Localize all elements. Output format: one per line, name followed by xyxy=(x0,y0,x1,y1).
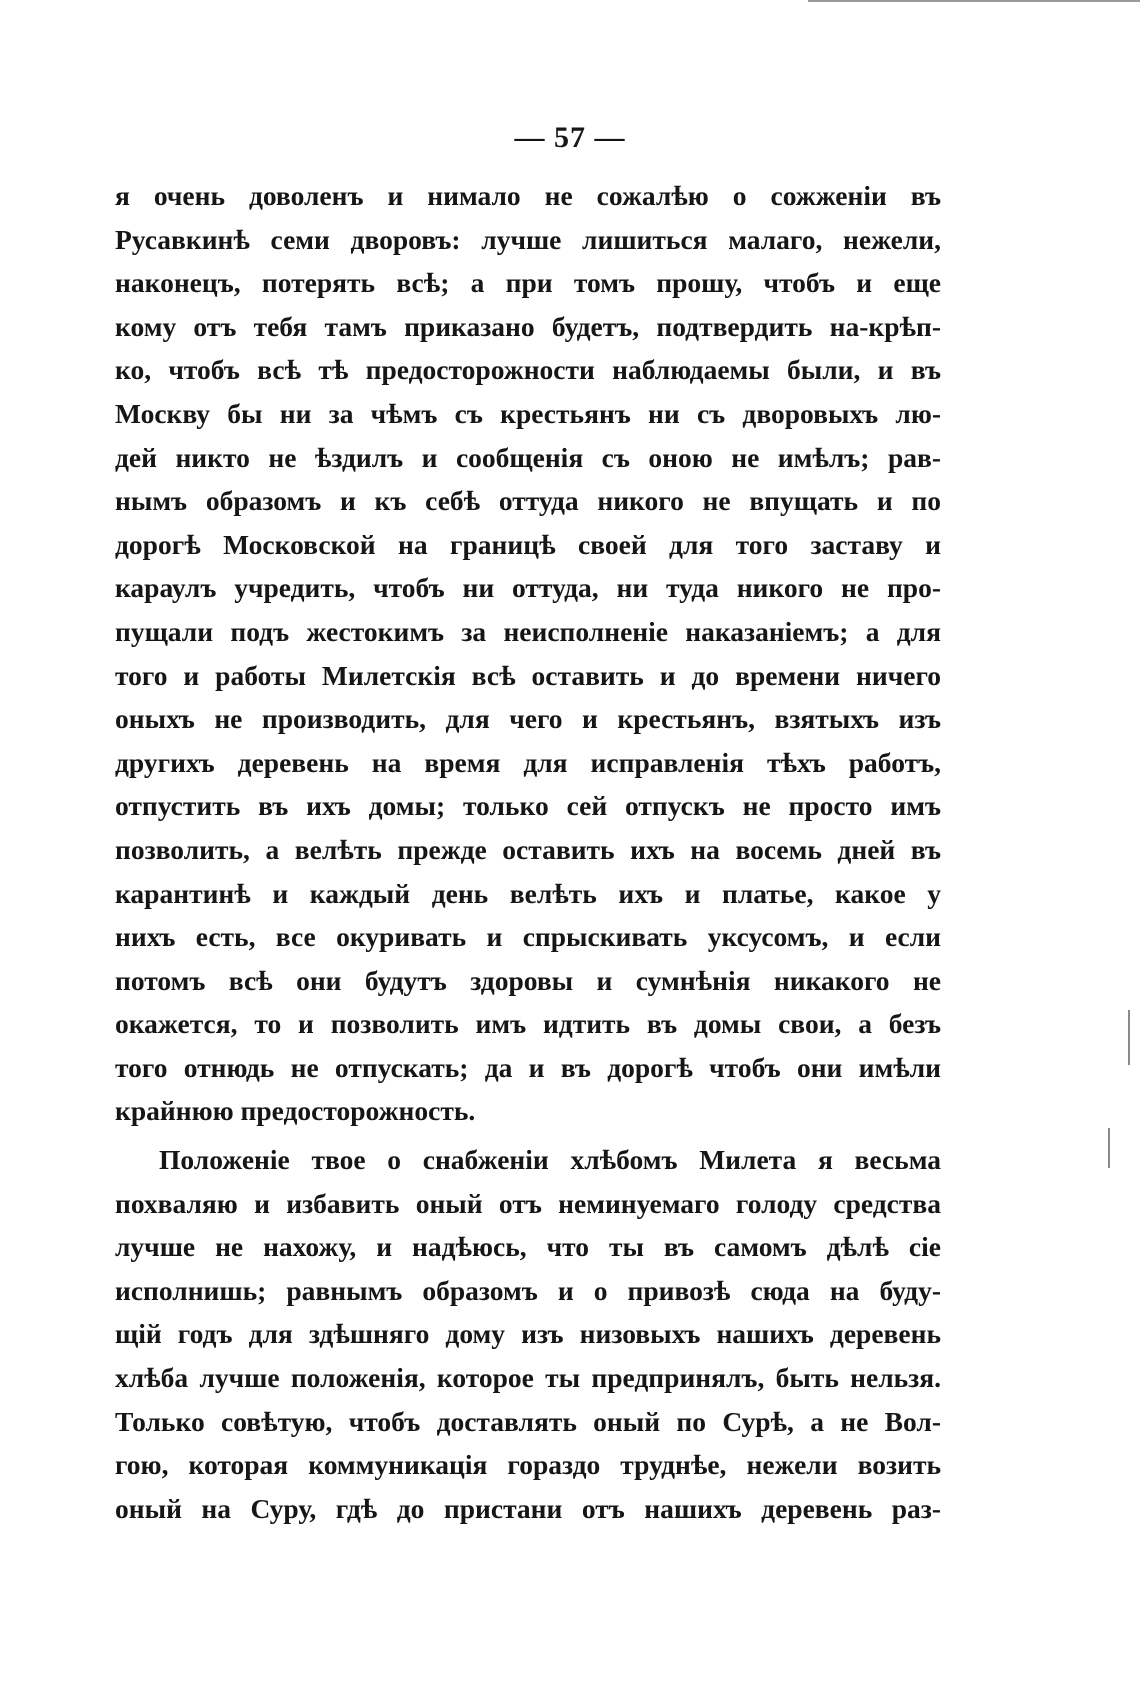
text-line: позволить, а велѣть прежде оставить ихъ на восемь дней въ xyxy=(115,833,941,865)
text-line: крайнюю предосторожность. xyxy=(115,1095,476,1127)
text-line: я очень доволенъ и нимало не сожалѣю о сожженіи въ xyxy=(115,180,941,211)
text-line: Русавкинѣ семи дворовъ: лучше лишиться малаго, нежели, xyxy=(115,223,941,255)
scan-edge-mark xyxy=(1108,1128,1110,1168)
text-line: нымъ образомъ и къ себѣ оттуда никого не впущать и по xyxy=(115,485,941,517)
page-number: — 57 — xyxy=(514,121,626,154)
text-line: хлѣба лучше положенія, которое ты предпринялъ, быть нельзя. xyxy=(115,1362,941,1394)
text-line: того и работы Милетскія всѣ оставить и до времени ничего xyxy=(115,659,941,691)
text-line: исполнишь; равнымъ образомъ и о привозѣ сюда на буду- xyxy=(115,1274,941,1306)
text-line: того отнюдь не отпускать; да и въ дорогѣ чтобъ они имѣли xyxy=(115,1051,941,1083)
text-line: ко, чтобъ всѣ тѣ предосторожности наблюдаемы были, и въ xyxy=(115,354,941,386)
text-line: Положеніе твое о снабженіи хлѣбомъ Милета я весьма xyxy=(159,1144,941,1176)
text-line: оныхъ не производить, для чего и крестьянъ, взятыхъ изъ xyxy=(115,703,941,735)
text-line: гою, которая коммуникація гораздо труднѣе, нежели возить xyxy=(115,1449,941,1481)
text-line: наконецъ, потерять всѣ; а при томъ прошу, чтобъ и еще xyxy=(115,267,941,299)
text-line: дей никто не ѣздилъ и сообщенія съ оною не имѣлъ; рав- xyxy=(115,441,941,473)
paragraph-1 xyxy=(115,174,941,1133)
paragraph-2 xyxy=(115,1138,941,1530)
text-line: Только совѣтую, чтобъ доставлять оный по Сурѣ, а не Вол- xyxy=(115,1405,941,1437)
text-line: похваляю и избавить оный отъ неминуемаго голоду средства xyxy=(115,1187,941,1219)
top-edge-rule xyxy=(808,0,1140,2)
body-text xyxy=(115,174,941,1530)
text-line: потомъ всѣ они будутъ здоровы и сумнѣнія никакого не xyxy=(115,964,941,996)
text-line: пущали подъ жестокимъ за неисполненіе наказаніемъ; а для xyxy=(115,615,941,647)
text-line: другихъ деревень на время для исправленія тѣхъ работъ, xyxy=(115,746,941,778)
text-line: оный на Суру, гдѣ до пристани отъ нашихъ деревень раз- xyxy=(115,1492,941,1524)
text-line: карантинѣ и каждый день велѣть ихъ и платье, какое у xyxy=(115,877,941,909)
text-line: Москву бы ни за чѣмъ съ крестьянъ ни съ дворовыхъ лю- xyxy=(115,397,941,429)
text-line: лучше не нахожу, и надѣюсь, что ты въ самомъ дѣлѣ сіе xyxy=(115,1231,941,1263)
text-line: дорогѣ Московской на границѣ своей для того заставу и xyxy=(115,528,941,560)
text-line: щій годъ для здѣшняго дому изъ низовыхъ нашихъ деревень xyxy=(115,1318,941,1350)
text-line: окажется, то и позволить имъ идтить въ домы свои, а безъ xyxy=(115,1008,941,1040)
text-line: кому отъ тебя тамъ приказано будетъ, подтвердить на-крѣп- xyxy=(115,310,941,342)
text-line: караулъ учредить, чтобъ ни оттуда, ни туда никого не про- xyxy=(115,572,941,604)
text-line: нихъ есть, все окуривать и спрыскивать уксусомъ, и если xyxy=(115,921,941,953)
scan-edge-mark xyxy=(1128,1010,1130,1065)
text-line: отпустить въ ихъ домы; только сей отпускъ не просто имъ xyxy=(115,790,941,822)
